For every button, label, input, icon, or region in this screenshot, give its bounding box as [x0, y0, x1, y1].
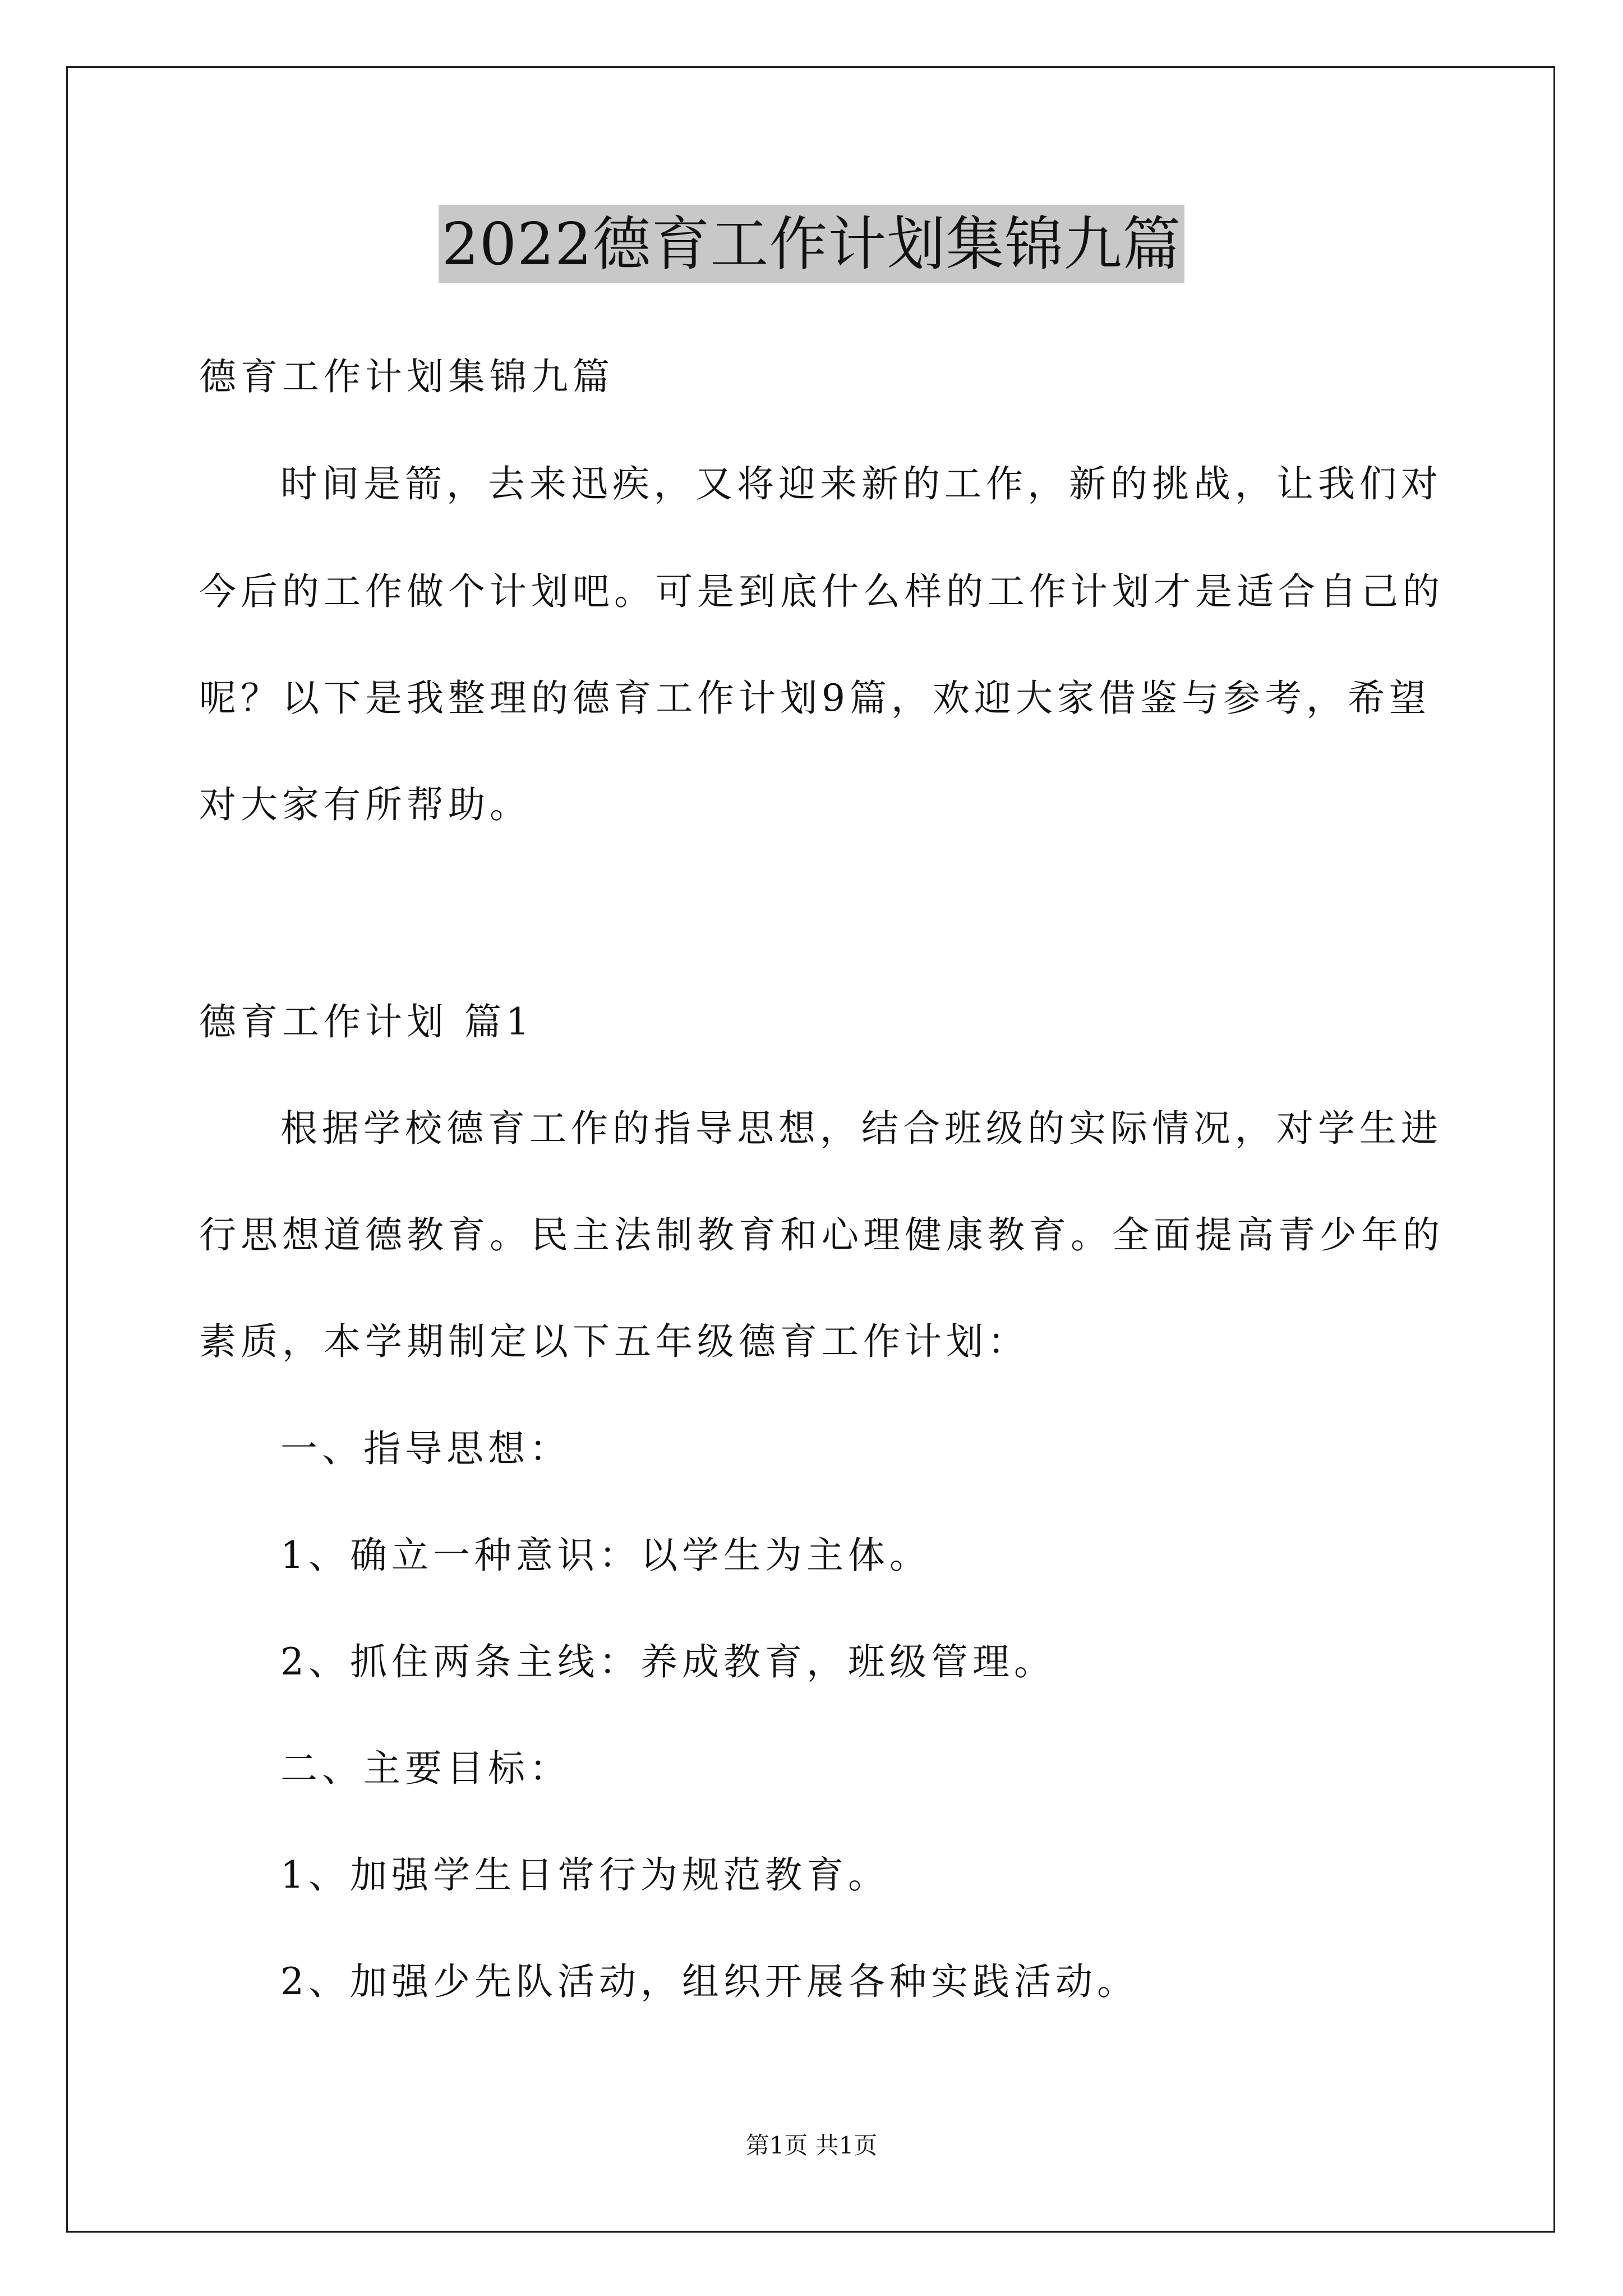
list-line-6: 2、加强少先队活动，组织开展各种实践活动。	[280, 1960, 1138, 2003]
section-heading: 德育工作计划 篇1	[199, 1000, 534, 1043]
document-title: 2022德育工作计划集锦九篇	[439, 205, 1185, 283]
page-number-footer: 第1页 共1页	[745, 2132, 878, 2159]
list-line-3: 2、抓住两条主线：养成教育，班级管理。	[280, 1640, 1055, 1683]
body-line-3: 素质，本学期制定以下五年级德育工作计划：	[199, 1320, 1029, 1363]
intro-line-2: 今后的工作做个计划吧。可是到底什么样的工作计划才是适合自己的	[199, 570, 1444, 613]
list-line-4: 二、主要目标：	[280, 1747, 571, 1790]
list-line-1: 一、指导思想：	[280, 1427, 571, 1470]
list-line-5: 1、加强学生日常行为规范教育。	[280, 1853, 889, 1897]
list-line-2: 1、确立一种意识：以学生为主体。	[280, 1534, 931, 1577]
body-line-2: 行思想道德教育。民主法制教育和心理健康教育。全面提高青少年的	[199, 1213, 1444, 1257]
intro-line-3: 呢？以下是我整理的德育工作计划9篇，欢迎大家借鉴与参考，希望	[199, 677, 1431, 720]
intro-line-4: 对大家有所帮助。	[199, 783, 531, 826]
title-container	[0, 205, 1623, 283]
body-line-1: 根据学校德育工作的指导思想，结合班级的实际情况，对学生进	[280, 1107, 1442, 1150]
document-subtitle: 德育工作计划集锦九篇	[199, 355, 614, 398]
intro-line-1: 时间是箭，去来迅疾，又将迎来新的工作，新的挑战，让我们对	[280, 462, 1442, 505]
